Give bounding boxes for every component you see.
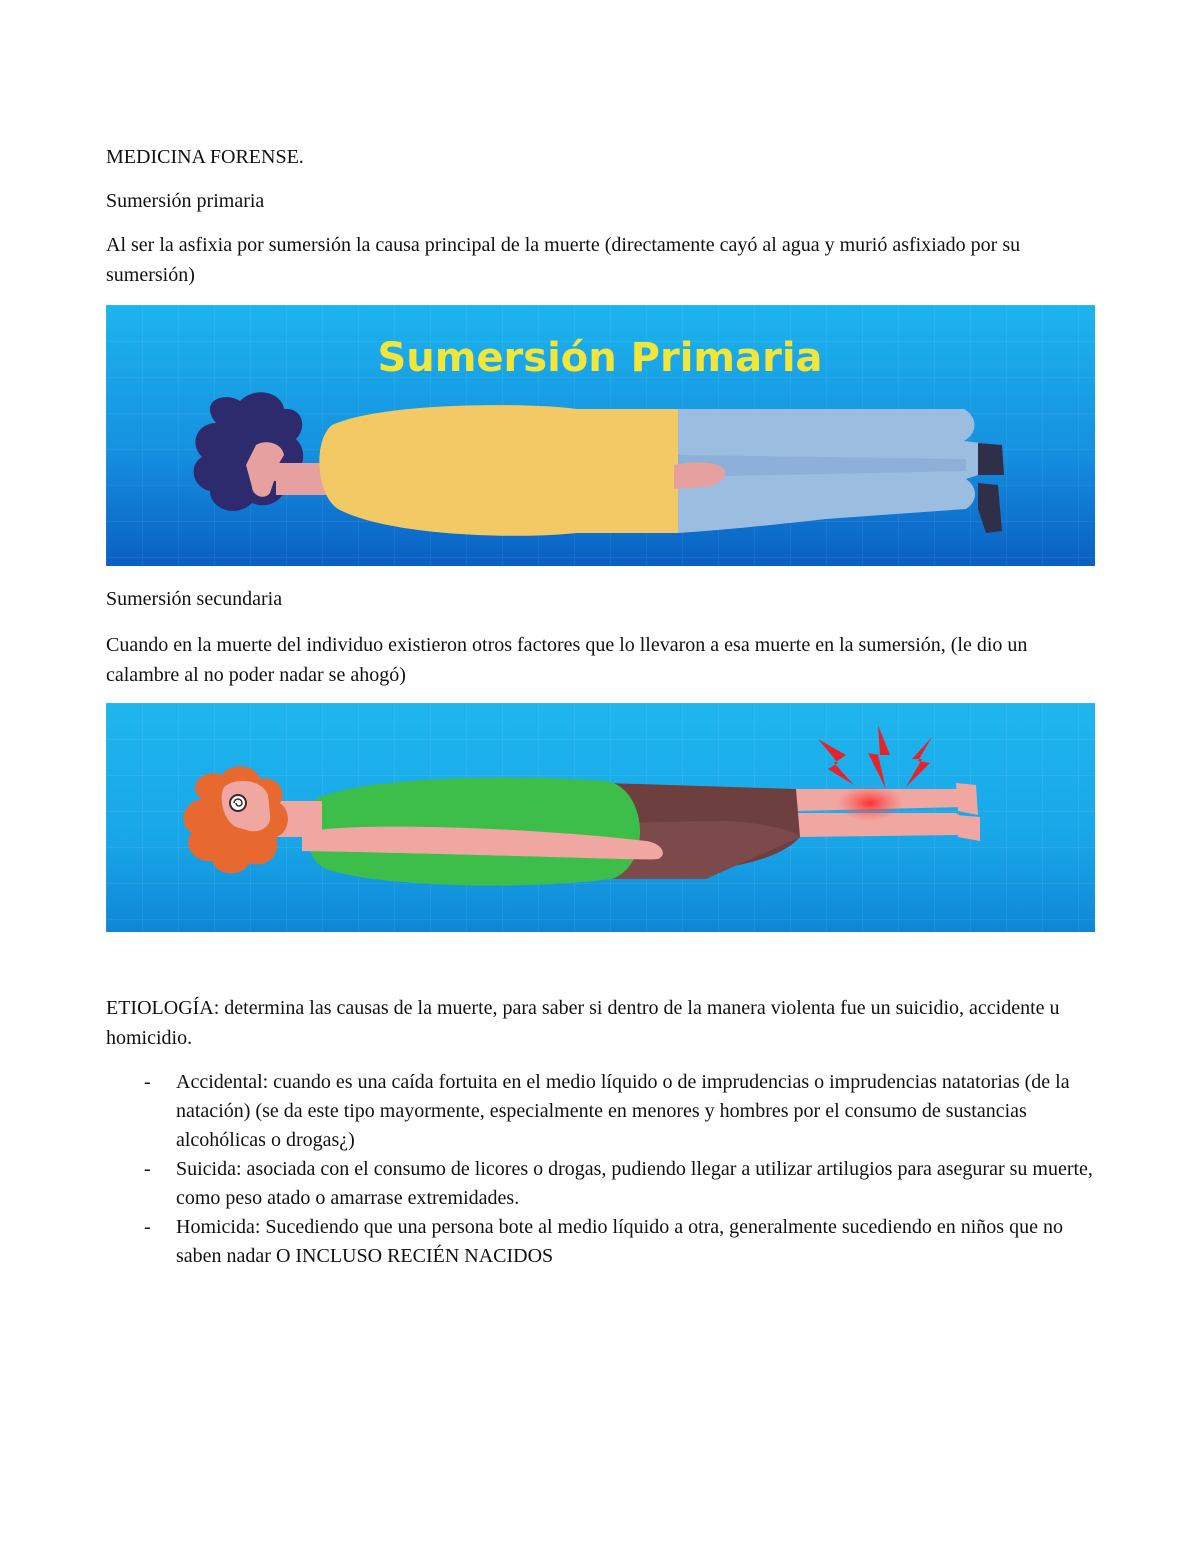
bullet-marker: -	[144, 1216, 151, 1238]
bullet-marker: -	[144, 1158, 151, 1180]
list-item	[106, 1213, 1096, 1271]
figure-primary-submersion	[106, 305, 1095, 566]
paragraph-etiology: ETIOLOGÍA: determina las causas de la muerte, para saber si dentro de la manera violenta fue un suicidio, accidente u homicidio.	[106, 997, 1060, 1049]
document-title: MEDICINA FORENSE.	[106, 146, 304, 168]
figure-secondary-illustration	[106, 703, 1095, 932]
figure-primary-illustration	[106, 305, 1095, 566]
section-heading-primary: Sumersión primaria	[106, 190, 265, 212]
figure-secondary-submersion	[106, 703, 1095, 932]
paragraph-secondary: Cuando en la muerte del individuo existieron otros factores que lo llevaron a esa muerte en la sumersión, (le dio un calambre al no poder nadar se ahogó)	[106, 634, 1028, 686]
bullet-marker: -	[144, 1071, 151, 1093]
list-item	[106, 1155, 1096, 1213]
list-item-text: Homicida: Sucediendo que una persona bote al medio líquido a otra, generalmente sucediendo en niños que no saben nadar O INCLUSO RECIÉN NACIDOS	[176, 1216, 1063, 1267]
etiology-list	[106, 1068, 1096, 1271]
list-item-text: Accidental: cuando es una caída fortuita en el medio líquido o de imprudencias o imprudencias natatorias (de la natación) (se da este tipo mayormente, especialmente en menores y hombres por el consumo de sustancias alcohólicas o drogas¿)	[176, 1071, 1070, 1151]
figure1-caption: Sumersión Primaria	[377, 335, 823, 381]
list-item	[106, 1068, 1096, 1155]
list-item-text: Suicida: asociada con el consumo de licores o drogas, pudiendo llegar a utilizar artilugios para asegurar su muerte, como peso atado o amarrase extremidades.	[176, 1158, 1093, 1209]
paragraph-primary: Al ser la asfixia por sumersión la causa principal de la muerte (directamente cayó al agua y murió asfixiado por su sumersión)	[106, 234, 1021, 286]
section-heading-secondary: Sumersión secundaria	[106, 588, 283, 610]
